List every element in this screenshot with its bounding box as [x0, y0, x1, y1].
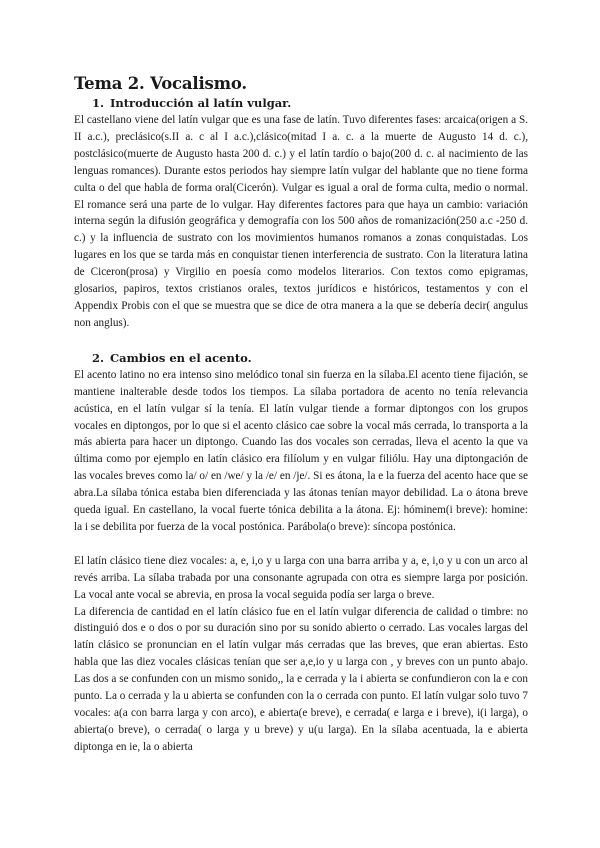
section-heading-text: Introducción al latín vulgar. [110, 96, 292, 110]
paragraph: El acento latino no era intenso sino melódico tonal sin fuerza en la sílaba.El acento tiene fijación, se mantiene inalterable desde todos los tiempos. La sílaba portadora de acento no tenía relevancia acústica, en el latín vulgar sí la tenía. El latín vulgar tiende a formar diptongos con los grupos vocales en diptongos, por lo que si el acento clásico cae sobre la vocal más cerrada, lo transporta a la más abierta para hacer un diptongo. Cuando las dos vocales son cerradas, lleva el acento la que va última como por ejemplo en latín clásico era filíolum y en vulgar filiólu. Hay una diptongación de las vocales breves como la/ o/ en /we/ y la /e/ en /je/. Si es átona, la e la fuerza del acento hace que se abra.La sílaba tónica estaba bien diferenciada y las átonas tenían mayor debilidad. La o átona breve queda igual. En castellano, la vocal fuerte tónica debilita a la átona. Ej: hóminem(i breve): homine: la i se debilita por fuerza de la vocal postónica. Parábola(o breve): síncopa postónica. [74, 368, 528, 533]
spacer [74, 332, 528, 351]
section-heading-introduccion [92, 96, 528, 110]
section-heading-text: Cambios en el acento. [110, 350, 252, 365]
paragraph: La diferencia de cantidad en el latín clásico fue en el latín vulgar diferencia de calidad o timbre: no distinguió dos e o dos o por su duración sino por su sonido abierto o cerrado. Las vocales largas del latín clásico se pronuncian en el latín vulgar más cerradas que las breves, que eran abiertas. Esto habla que las diez vocales clásicas tenían que ser a,e,io y u larga con , y breves con un punto abajo. Las dos a se confunden con un mismo sonido,, la e cerrada y la i abierta se confundieron con la e con punto. La o cerrada y la u abierta se confunden con la o cerrada con punto. El latín vulgar solo tuvo 7 vocales: a(a con barra larga y con arco), e abierta(e breve), e cerrada( e larga e i breve), i(i larga), o abierta(o breve), o cerrada( o larga y u breve) y u(u larga). En la sílaba acentuada, la e abierta diptonga en ie, la o abierta [74, 605, 528, 753]
paragraph: El latín clásico tiene diez vocales: a, e, i,o y u larga con una barra arriba y a, e, i,o y u con un arco al revés arriba. La sílaba trabada por una consonante agrupada con otra es siempre larga por posición. La vocal ante vocal se abrevia, en prosa la vocal seguida podía ser larga o breve. [74, 554, 528, 601]
document-title: Tema 2. Vocalismo. [74, 74, 247, 93]
paragraph: El castellano viene del latín vulgar que es una fase de latín. Tuvo diferentes fases: arcaica(origen a S. II a.c.), preclásico(s.II a. c al I a.c.),clásico(mitad I a. c. a la muerte de Augusto 14 d. c.), postclásico(muerte de Augusto hasta 200 d. c.) y el latín tardío o bajo(200 d. c. al nacimiento de las lenguas romances). Durante estos periodos hay siempre latín vulgar del hablante que no tiene forma culta o del que habla de forma oral(Cicerón). Vulgar es igual a oral de forma culta, medio o normal. El romance será una parte de lo vulgar. Hay diferentes factores para que haya un cambio: variación interna según la difusión geográfica y demografía con los 500 años de romanización(250 a.c -250 d. c.) y la influencia de sustrato con los movimientos humanos romanos a zonas conquistadas. Los lugares en los que se tarda más en conquistar tienen interferencia de sustrato. Con la literatura latina de Ciceron(prosa) y Virgilio en poesía como modelos literarios. Con textos como epigramas, glosarios, papiros, textos cristianos orales, textos jurídicos e históricos, testamentos y con el Appendix Probis con el que se muestra que se dice de otra manera a la que se debería decir( angulus non anglus). [74, 114, 528, 329]
section-number: 2. [92, 350, 105, 365]
section-heading-cambios-acento [92, 351, 528, 365]
spacer [74, 536, 528, 553]
section-number: 1. [92, 96, 105, 110]
